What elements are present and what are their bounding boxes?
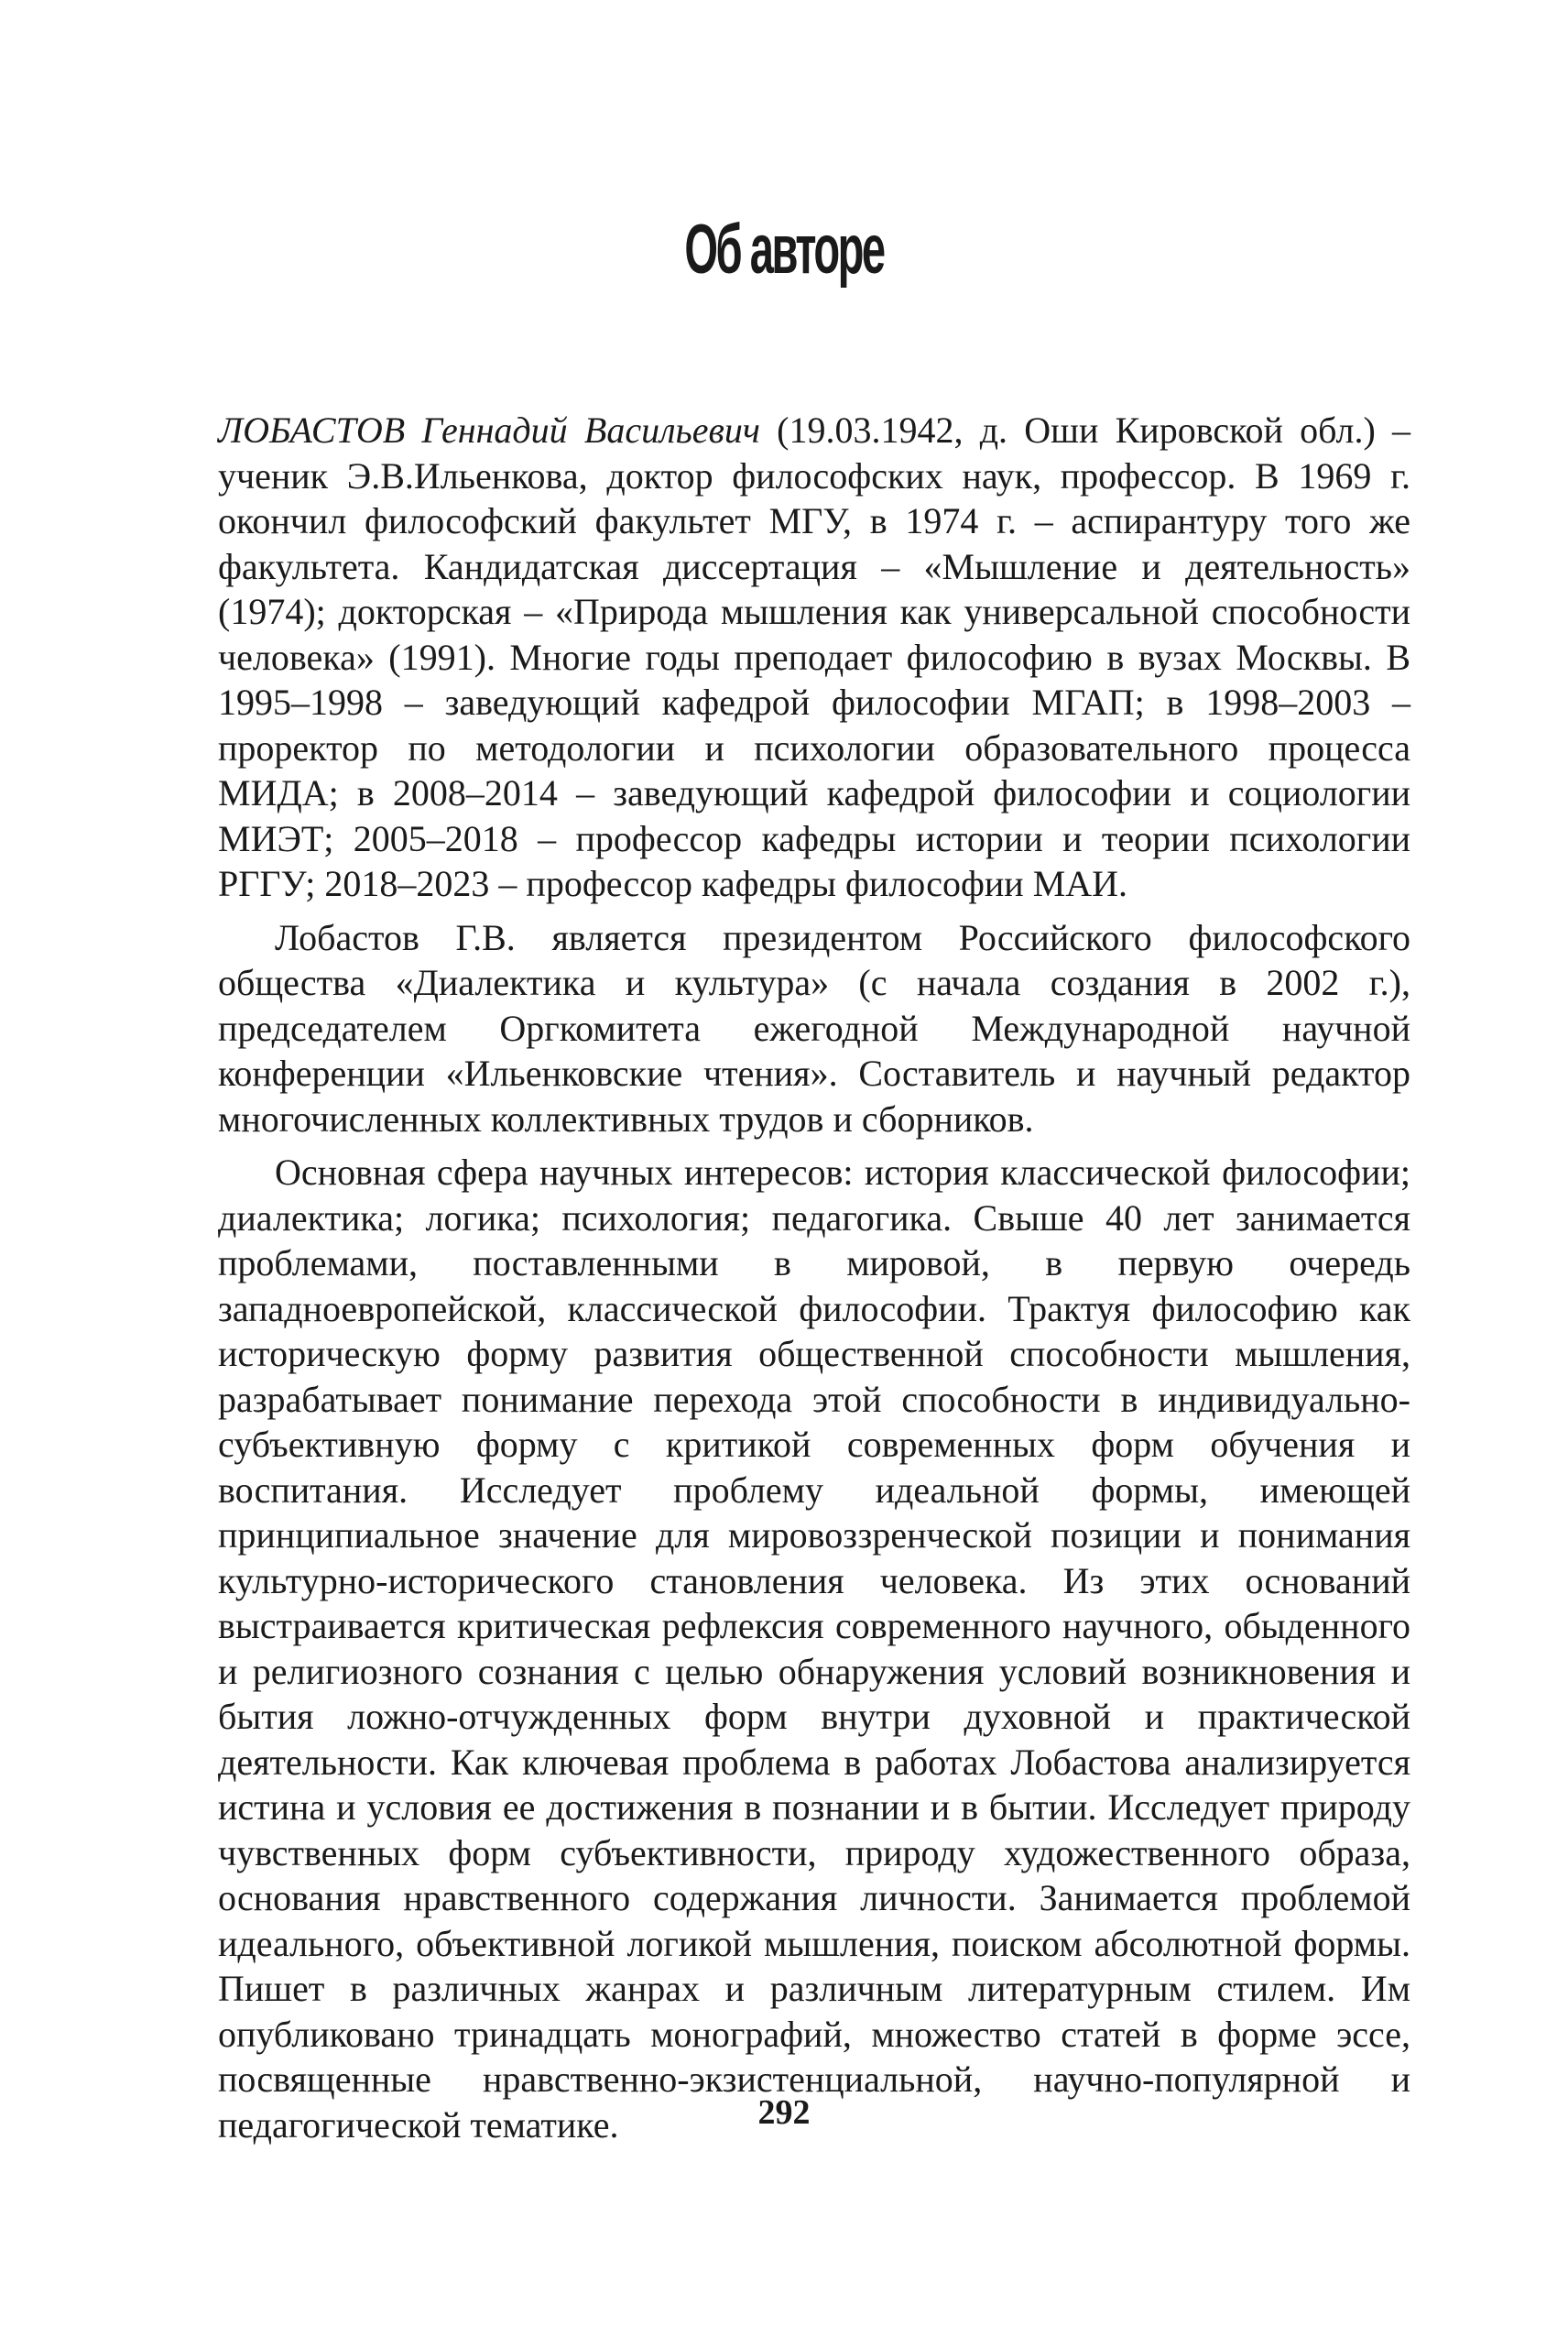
paragraph-biography-text: (19.03.1942, д. Оши Кировской обл.) – ученик Э.В.Ильенкова, доктор философских наук, профессор. В 1969 г. окончил философский факультет МГУ, в 1974 г. – аспирантуру того же факультета. Кандидатская диссертация – «Мышление и деятельность» (1974); докторская – «Природа мышления как универсальной способности человека» (1991). Многие годы преподает философию в вузах Москвы. В 1995–1998 – заведующий кафедрой философии МГАП; в 1998–2003 – проректор по методологии и психологии образовательного процесса МИДА; в 2008–2014 – заведующий кафедрой философии и социологии МИЭТ; 2005–2018 – профессор кафедры истории и теории психологии РГГУ; 2018–2023 – профессор кафедры философии МАИ. bbox=[218, 410, 1411, 904]
paragraph-interests: Основная сфера научных интересов: история классической философии; диалектика; логика; психология; педагогика. Свыше 40 лет занимается проблемами, поставленными в мировой, в первую очередь западноевропейской, классической философии. Трактуя философию как историческую форму развития общественной способности мышления, разрабатывает понимание перехода этой способности в индивидуально-субъективную форму с критикой современных форм обучения и воспитания. Исследует проблему идеальной формы, имеющей принципиальное значение для мировоззренческой позиции и понимания культурно-исторического становления человека. Из этих оснований выстраивается критическая рефлексия современного научного, обыденного и религиозного сознания с целью обнаружения условий возникновения и бытия ложно-отчужденных форм внутри духовной и практической деятельности. Как ключевая проблема в работах Лобастова анализируется истина и условия ее достижения в познании и в бытии. Исследует природу чувственных форм субъективности, природу художественного образа, основания нравственного содержания личности. Занимается проблемой идеального, объективной логикой мышления, поиском абсолютной формы. Пишет в различных жанрах и различным литературным стилем. Им опубликовано тринадцать монографий, множество статей в форме эссе, посвященные нравственно-экзистенциальной, научно-популярной и педагогической тематике. bbox=[218, 1152, 1410, 2146]
page-title: Об авторе bbox=[684, 211, 884, 289]
article-body bbox=[218, 408, 1410, 2147]
paragraph-biography bbox=[218, 408, 1410, 907]
author-name: ЛОБАСТОВ Геннадий Васильевич bbox=[218, 410, 760, 451]
paragraph-activities: Лобастов Г.В. является президентом Российского философского общества «Диалектика и культура» (с начала создания в 2002 г.), председателем Оргкомитета ежегодной Международной научной конференции «Ильенковские чтения». Составитель и научный редактор многочисленных коллективных трудов и сборников. bbox=[218, 916, 1410, 1140]
page-number: 292 bbox=[757, 2093, 811, 2132]
